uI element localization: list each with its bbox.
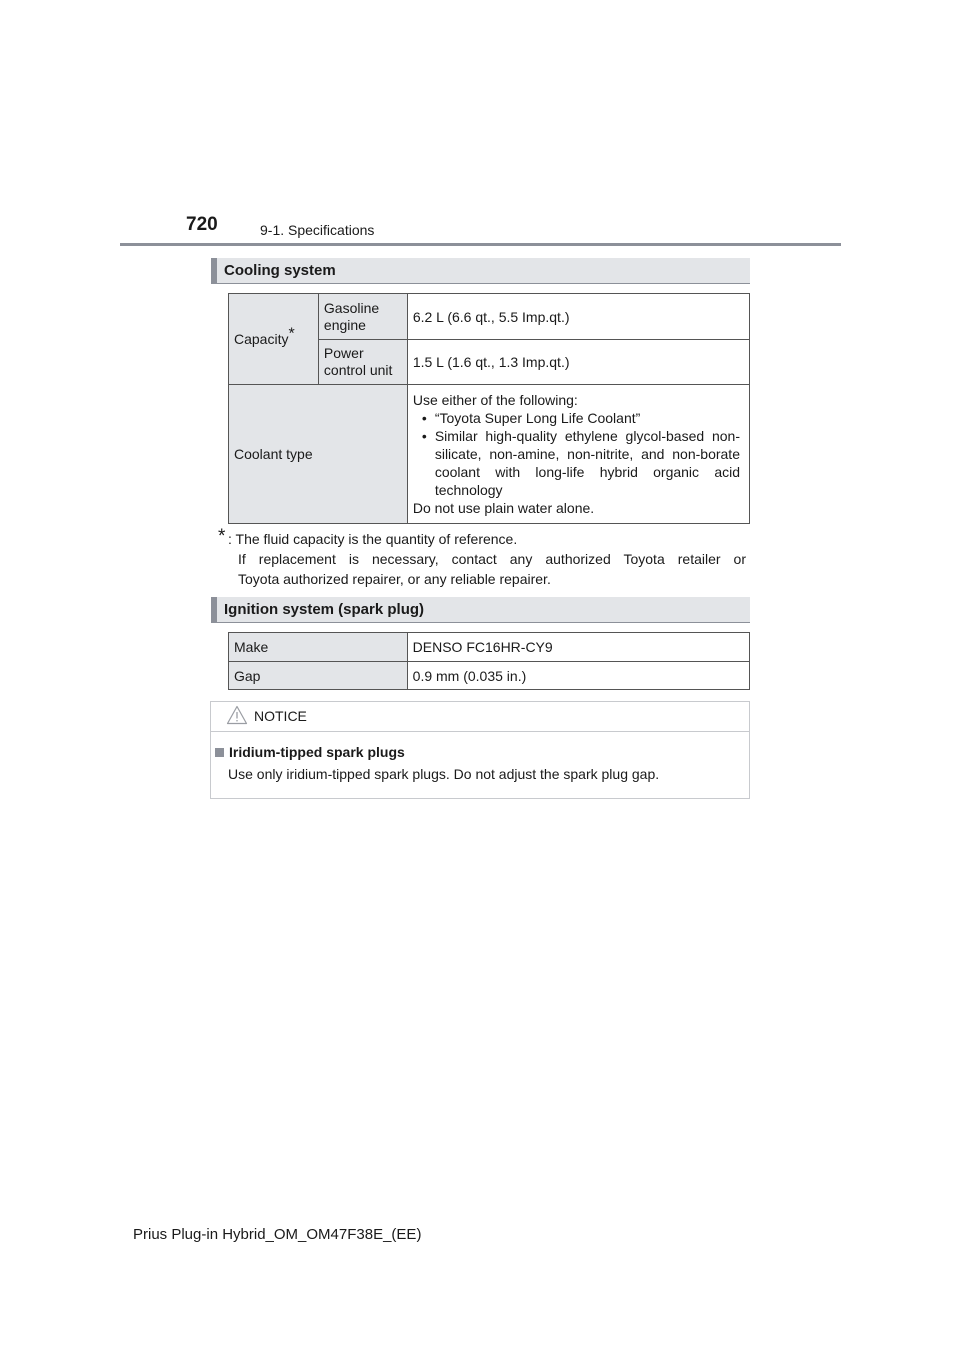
notice-text: Use only iridium-tipped spark plugs. Do not adjust the spark plug gap. <box>228 766 660 782</box>
notice-title: Iridium-tipped spark plugs <box>229 744 405 760</box>
power-control-unit-label-line1: Power <box>323 345 364 361</box>
cooling-system-heading-text: Cooling system <box>224 262 336 279</box>
coolant-option-2: • Similar high-quality ethylene glycol-based non-silicate, non-amine, non-nitrite, and non-borate coolant with long-life hybrid organic acid technology <box>413 427 740 499</box>
make-label: Make <box>229 633 408 662</box>
power-control-unit-label-cell <box>318 340 407 385</box>
table-row <box>229 633 750 662</box>
capacity-label: Capacity <box>234 331 289 347</box>
coolant-note: Do not use plain water alone. <box>412 500 595 516</box>
footnote-line-3: Toyota authorized repairer, or any reliable repairer. <box>238 571 551 587</box>
power-control-unit-label-line2: control unit <box>323 362 393 378</box>
capacity-footnote <box>218 526 746 589</box>
coolant-option-1: • “Toyota Super Long Life Coolant” <box>413 409 740 427</box>
coolant-type-label: Coolant type <box>229 385 408 524</box>
coolant-type-value <box>407 385 749 524</box>
header-divider <box>120 243 841 246</box>
make-value: DENSO FC16HR-CY9 <box>407 633 749 662</box>
capacity-label-cell <box>229 294 319 385</box>
notice-subheading <box>215 744 405 760</box>
footnote-text-1: : The fluid capacity is the quantity of reference. <box>228 531 518 547</box>
square-bullet-icon <box>215 748 224 757</box>
warning-triangle-icon <box>226 705 248 725</box>
gap-value: 0.9 mm (0.035 in.) <box>407 662 749 690</box>
gasoline-engine-label-line2: engine <box>323 316 366 333</box>
ignition-system-heading <box>211 597 750 623</box>
coolant-intro: Use either of the following: <box>412 392 578 408</box>
footnote-line-2: If replacement is necessary, contact any authorized Toyota retailer or <box>238 551 746 567</box>
gasoline-engine-capacity: 6.2 L (6.6 qt., 5.5 Imp.qt.) <box>407 294 749 340</box>
ignition-system-heading-text: Ignition system (spark plug) <box>224 601 425 618</box>
gasoline-engine-label-cell <box>318 294 407 340</box>
table-row <box>229 662 750 690</box>
notice-box <box>210 701 750 799</box>
notice-header <box>211 702 749 732</box>
footnote-asterisk: * <box>218 526 226 547</box>
ignition-system-table <box>228 632 750 690</box>
gap-label: Gap <box>229 662 408 690</box>
gasoline-engine-label-line1: Gasoline <box>323 299 380 316</box>
power-control-unit-capacity: 1.5 L (1.6 qt., 1.3 Imp.qt.) <box>407 340 749 385</box>
capacity-asterisk: * <box>288 325 295 343</box>
notice-label: NOTICE <box>254 708 307 724</box>
page-number: 720 <box>186 214 218 235</box>
table-row <box>229 385 750 524</box>
document-footer: Prius Plug-in Hybrid_OM_OM47F38E_(EE) <box>133 1226 422 1243</box>
section-title: 9-1. Specifications <box>260 222 375 238</box>
cooling-system-table <box>228 293 750 524</box>
footnote-line-1 <box>218 526 746 549</box>
table-row <box>229 294 750 340</box>
cooling-system-heading <box>211 258 750 284</box>
